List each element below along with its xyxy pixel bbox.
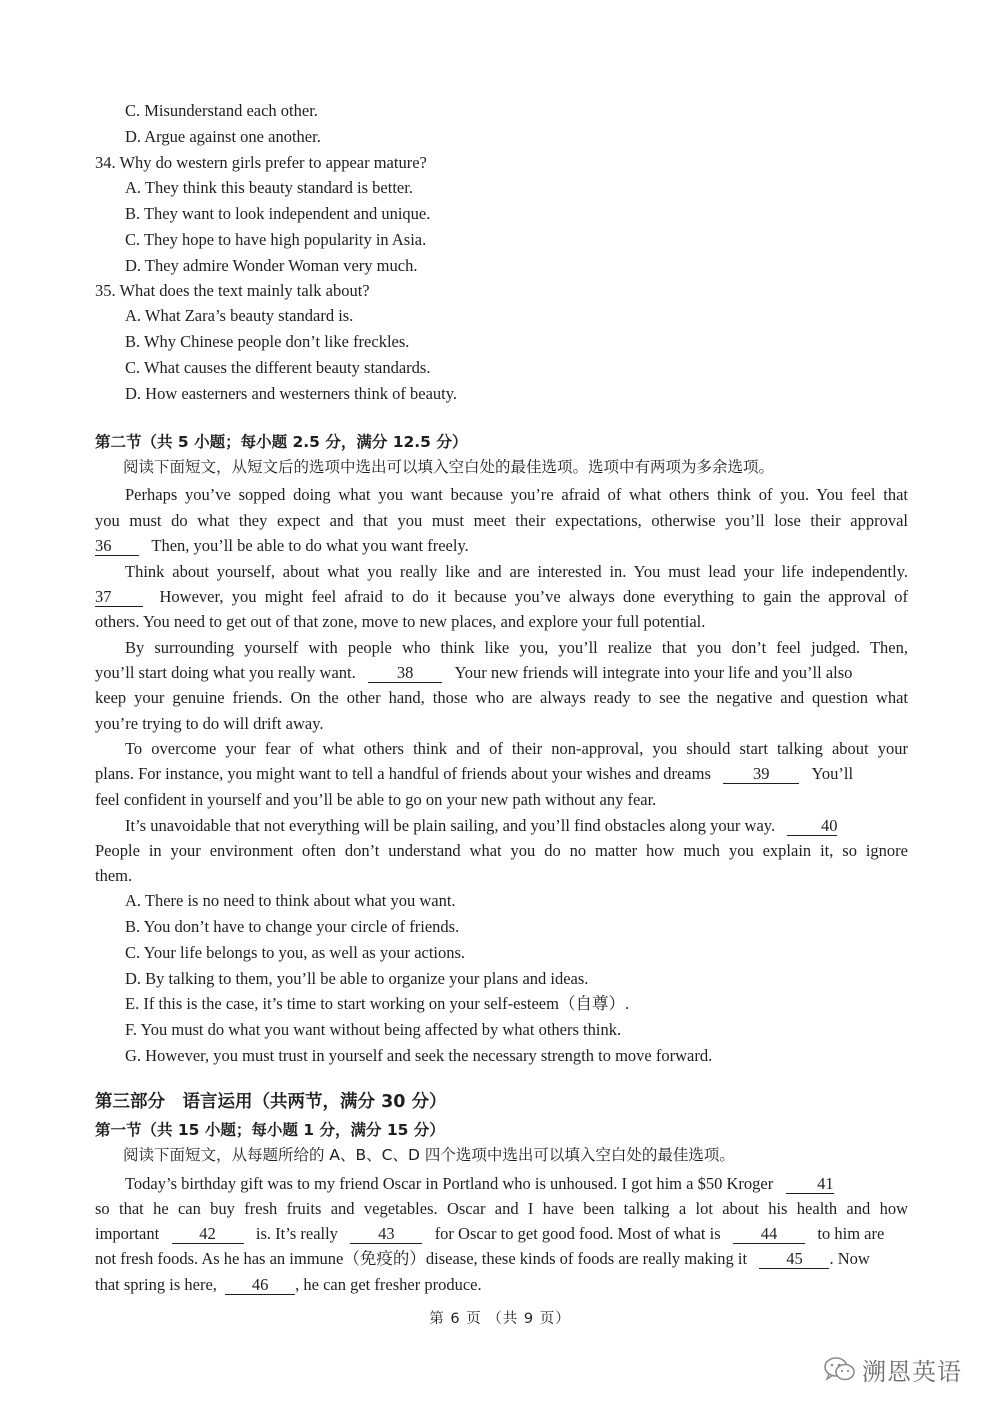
- passage-text: plans. For instance, you might want to tell a handful of friends about your wishes and dreams: [95, 764, 711, 783]
- passage-line: [95, 761, 908, 787]
- passage-line: To overcome your fear of what others think and of their non-approval, you should start talking about your: [125, 739, 908, 758]
- passage-text: However, you might feel afraid to do it because you’ve always done everything to gain the approval of: [159, 587, 908, 606]
- passage-line: Think about yourself, about what you really like and are interested in. You must lead your life independently.: [125, 562, 908, 581]
- blank-43[interactable]: 43: [350, 1224, 422, 1244]
- passage-line: [95, 660, 908, 686]
- passage-text: you’ll start doing what you really want.: [95, 663, 356, 682]
- passage-line: [95, 1221, 908, 1247]
- part-3-heading: 第三部分 语言运用（共两节，满分 30 分）: [95, 1092, 447, 1112]
- passage-text: to him are: [817, 1224, 885, 1243]
- blank-45[interactable]: 45: [759, 1249, 829, 1269]
- passage-line: others. You need to get out of that zone, move to new places, and explore your full potential.: [95, 612, 706, 631]
- passage-text: , he can get fresher produce.: [295, 1275, 482, 1294]
- question-35: 35. What does the text mainly talk about?: [95, 281, 370, 300]
- section-2-instruction: 阅读下面短文，从短文后的选项中选出可以填入空白处的最佳选项。选项中有两项为多余选项。: [123, 458, 775, 476]
- passage-line: [125, 813, 938, 839]
- passage-line: you must do what they expect and that you must meet their expectations, otherwise you’ll lose their approval: [95, 511, 908, 530]
- passage-text: It’s unavoidable that not everything will be plain sailing, and you’ll find obstacles along your way.: [125, 816, 776, 835]
- question-34: 34. Why do western girls prefer to appear mature?: [95, 153, 427, 172]
- wechat-icon: [822, 1355, 858, 1383]
- blank-41[interactable]: 41: [786, 1174, 834, 1194]
- option-35-a: A. What Zara’s beauty standard is.: [125, 306, 354, 325]
- passage-line: you’re trying to do will drift away.: [95, 714, 324, 733]
- blank-40[interactable]: 40: [787, 816, 837, 836]
- blank-46[interactable]: 46: [225, 1275, 295, 1295]
- passage-line: them.: [95, 866, 133, 885]
- passage-line: By surrounding yourself with people who think like you, you’ll realize that you don’t feel judged. Then,: [125, 638, 908, 657]
- passage-line: [95, 533, 908, 559]
- option-prev-c: C. Misunderstand each other.: [125, 101, 318, 120]
- blank-37[interactable]: 37: [95, 587, 143, 607]
- option-g: G. However, you must trust in yourself and seek the necessary strength to move forward.: [125, 1046, 713, 1065]
- passage-line: so that he can buy fresh fruits and vegetables. Oscar and I have been talking a lot about his health and how: [95, 1199, 908, 1218]
- passage-text: for Oscar to get good food. Most of what is: [434, 1224, 721, 1243]
- passage-text: Then, you’ll be able to do what you want freely.: [151, 536, 469, 555]
- option-c: C. Your life belongs to you, as well as your actions.: [125, 943, 466, 962]
- option-b: B. You don’t have to change your circle of friends.: [125, 917, 460, 936]
- option-34-c: C. They hope to have high popularity in Asia.: [125, 230, 427, 249]
- option-d: D. By talking to them, you’ll be able to organize your plans and ideas.: [125, 969, 589, 988]
- option-35-b: B. Why Chinese people don’t like freckles.: [125, 332, 410, 351]
- passage-line: keep your genuine friends. On the other hand, those who are always ready to see the negative and question what: [95, 688, 908, 707]
- passage-text: that spring is here,: [95, 1275, 217, 1294]
- passage-text: Today’s birthday gift was to my friend Oscar in Portland who is unhoused. I got him a $50 Kroger: [125, 1174, 774, 1193]
- option-e: E. If this is the case, it’s time to start working on your self-esteem（自尊）.: [125, 994, 630, 1013]
- part-3-instruction: 阅读下面短文，从每题所给的 A、B、C、D 四个选项中选出可以填入空白处的最佳选项。: [123, 1146, 735, 1164]
- passage-text: . Now: [829, 1249, 870, 1268]
- page-number: 第 6 页 （共 9 页）: [429, 1311, 571, 1327]
- blank-42[interactable]: 42: [172, 1224, 244, 1244]
- passage-line: [95, 584, 908, 610]
- part-3-subheading: 第一节（共 15 小题；每小题 1 分，满分 15 分）: [95, 1121, 445, 1139]
- option-34-d: D. They admire Wonder Woman very much.: [125, 256, 418, 275]
- option-35-c: C. What causes the different beauty standards.: [125, 358, 431, 377]
- passage-text: not fresh foods. As he has an immune（免疫的）disease, these kinds of foods are really making it: [95, 1249, 748, 1268]
- passage-line: People in your environment often don’t understand what you do no matter how much you explain it, so ignore: [95, 841, 908, 860]
- option-34-a: A. They think this beauty standard is better.: [125, 178, 413, 197]
- watermark-text: 溯恩英语: [862, 1357, 962, 1386]
- passage-line: [95, 1246, 908, 1272]
- watermark: [822, 1352, 962, 1386]
- option-a: A. There is no need to think about what you want.: [125, 891, 456, 910]
- section-2-heading: 第二节（共 5 小题；每小题 2.5 分，满分 12.5 分）: [95, 433, 468, 451]
- blank-38[interactable]: 38: [368, 663, 442, 683]
- blank-36[interactable]: 36: [95, 536, 139, 556]
- passage-text: You’ll: [811, 764, 854, 783]
- passage-text: important: [95, 1224, 160, 1243]
- passage-text: Your new friends will integrate into your life and you’ll also: [454, 663, 853, 682]
- blank-44[interactable]: 44: [733, 1224, 805, 1244]
- option-f: F. You must do what you want without being affected by what others think.: [125, 1020, 622, 1039]
- passage-text: is. It’s really: [255, 1224, 338, 1243]
- option-35-d: D. How easterners and westerners think of beauty.: [125, 384, 458, 403]
- passage-line: [95, 1272, 908, 1298]
- passage-line: feel confident in yourself and you’ll be able to go on your new path without any fear.: [95, 790, 657, 809]
- passage-line: [125, 1171, 938, 1197]
- option-prev-d: D. Argue against one another.: [125, 127, 321, 146]
- passage-line: Perhaps you’ve sopped doing what you want because you’re afraid of what others think of you. You feel that: [125, 485, 908, 504]
- blank-39[interactable]: 39: [723, 764, 799, 784]
- option-34-b: B. They want to look independent and unique.: [125, 204, 431, 223]
